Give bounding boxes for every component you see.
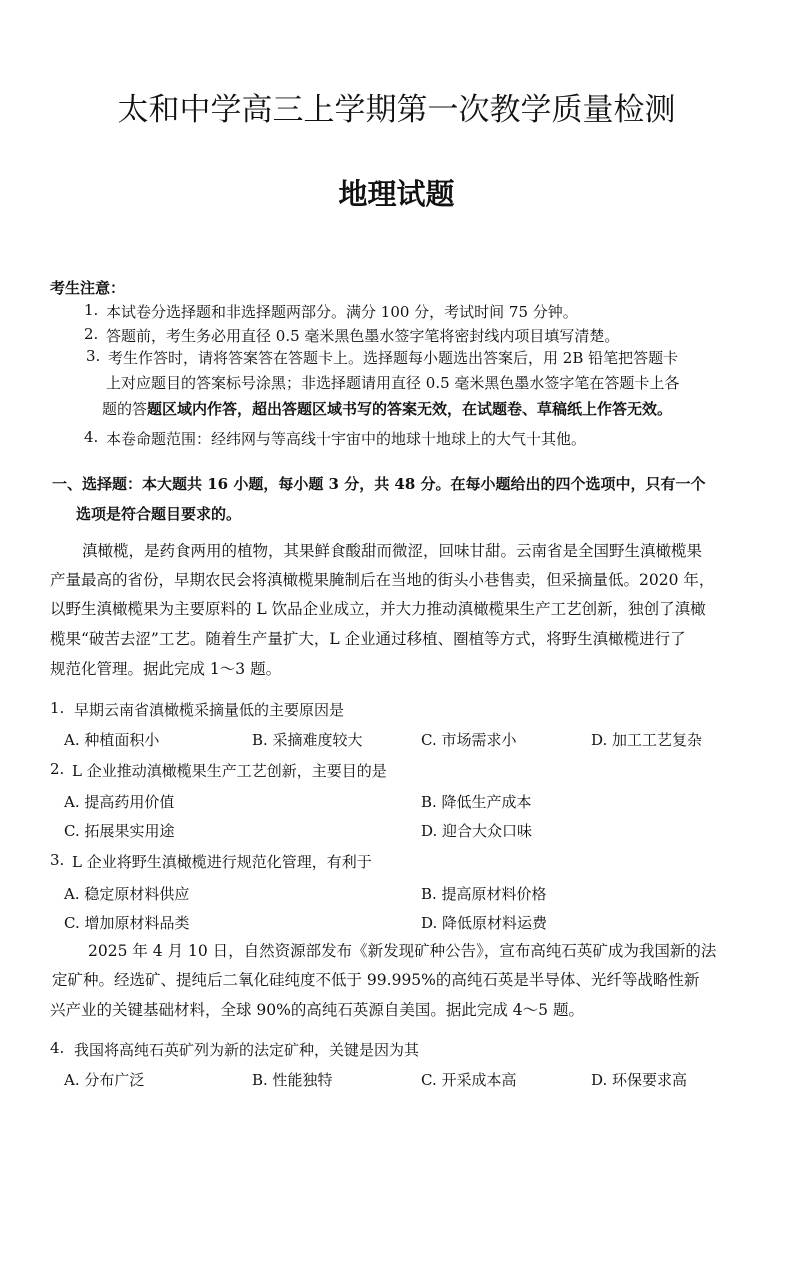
notice-item-3-line2: 上对应题目的答案标号涂黑；非选择题请用直径 0.5 毫米黑色墨水签字笔在答题卡上各 <box>106 374 680 392</box>
question-4-option-b[interactable]: B. 性能独特 <box>252 1071 333 1089</box>
question-4-num: 4. <box>50 1039 65 1057</box>
question-2-option-c[interactable]: C. 拓展果实用途 <box>64 822 175 840</box>
notice-item-3-line3-bold: 题区域内作答，超出答题区域书写的答案无效，在试题卷、草稿纸上作答无效。 <box>147 400 673 418</box>
notice-item-3-line3-normal: 题的答 <box>102 400 148 418</box>
question-3-option-a[interactable]: A. 稳定原材料供应 <box>64 885 190 903</box>
question-2-option-b[interactable]: B. 降低生产成本 <box>421 793 532 811</box>
exam-subtitle: 地理试题 <box>338 177 455 211</box>
question-1-option-a[interactable]: A. 种植面积小 <box>64 731 160 749</box>
passage1-line5: 规范化管理。据此完成 1～3 题。 <box>50 660 282 678</box>
question-1-option-b[interactable]: B. 采摘难度较大 <box>252 731 363 749</box>
question-4-stem: 我国将高纯石英矿列为新的法定矿种，关键是因为其 <box>74 1041 420 1059</box>
passage2-line2: 定矿种。经选矿、提纯后二氧化硅纯度不低于 99.995%的高纯石英是半导体、光纤等战略性新 <box>52 971 700 989</box>
question-4-option-c[interactable]: C. 开采成本高 <box>421 1071 517 1089</box>
notice-item-3-line1: 考生作答时，请将答案答在答题卡上。选择题每小题选出答案后，用 2B 铅笔把答题卡 <box>108 349 679 367</box>
question-4-option-d[interactable]: D. 环保要求高 <box>591 1071 688 1089</box>
question-1-option-d[interactable]: D. 加工工艺复杂 <box>591 731 703 749</box>
question-3-num: 3. <box>50 851 65 869</box>
passage1-line3: 以野生滇橄榄果为主要原料的 L 饮品企业成立，并大力推动滇橄榄果生产工艺创新，独创了滇橄 <box>50 600 706 618</box>
question-3-stem: L 企业将野生滇橄榄进行规范化管理，有利于 <box>72 853 372 871</box>
passage1-line2: 产量最高的省份，早期农民会将滇橄榄果腌制后在当地的街头小巷售卖，但采摘量低。2020 年， <box>50 571 715 589</box>
section1-heading-line2: 选项是符合题目要求的。 <box>76 505 242 523</box>
question-3-option-b[interactable]: B. 提高原材料价格 <box>421 885 547 903</box>
notice-item-3-line3 <box>102 398 672 419</box>
notice-item-2-text: 答题前，考生务必用直径 0.5 毫米黑色墨水签字笔将密封线内项目填写清楚。 <box>106 327 620 345</box>
passage1-line1: 滇橄榄，是药食两用的植物，其果鲜食酸甜而微涩，回味甘甜。云南省是全国野生滇橄榄果 <box>82 542 703 560</box>
question-3-option-c[interactable]: C. 增加原材料品类 <box>64 914 190 932</box>
notice-heading: 考生注意： <box>50 279 126 297</box>
question-3-option-d[interactable]: D. 降低原材料运费 <box>421 914 548 932</box>
notice-item-4-num: 4. <box>84 428 99 446</box>
exam-title: 太和中学高三上学期第一次教学质量检测 <box>117 92 676 128</box>
question-4-option-a[interactable]: A. 分布广泛 <box>64 1071 145 1089</box>
question-1-num: 1. <box>50 699 65 717</box>
question-2-option-d[interactable]: D. 迎合大众口味 <box>421 822 533 840</box>
passage2-line1: 2025 年 4 月 10 日，自然资源部发布《新发现矿种公告》，宣布高纯石英矿成为我国新的法 <box>88 942 717 960</box>
notice-item-3-num: 3. <box>86 347 101 365</box>
question-1-stem: 早期云南省滇橄榄采摘量低的主要原因是 <box>74 701 345 719</box>
notice-item-1-text: 本试卷分选择题和非选择题两部分。满分 100 分，考试时间 75 分钟。 <box>106 303 578 321</box>
question-2-stem: L 企业推动滇橄榄果生产工艺创新，主要目的是 <box>72 762 387 780</box>
notice-item-1-num: 1. <box>84 301 99 319</box>
notice-item-2-num: 2. <box>84 325 99 343</box>
passage1-line4: 榄果“破苦去涩”工艺。随着生产量扩大，L 企业通过移植、圈植等方式，将野生滇橄榄进行了 <box>50 630 686 648</box>
passage2-line3: 兴产业的关键基础材料，全球 90%的高纯石英源自美国。据此完成 4～5 题。 <box>50 1001 584 1019</box>
question-1-option-c[interactable]: C. 市场需求小 <box>421 731 517 749</box>
section1-heading-line1: 一、选择题：本大题共 16 小题，每小题 3 分，共 48 分。在每小题给出的四个选项中，只有一个 <box>52 475 706 493</box>
notice-item-4-text: 本卷命题范围：经纬网与等高线十宇宙中的地球十地球上的大气十其他。 <box>106 430 587 448</box>
question-2-num: 2. <box>50 760 65 778</box>
question-2-option-a[interactable]: A. 提高药用价值 <box>64 793 175 811</box>
